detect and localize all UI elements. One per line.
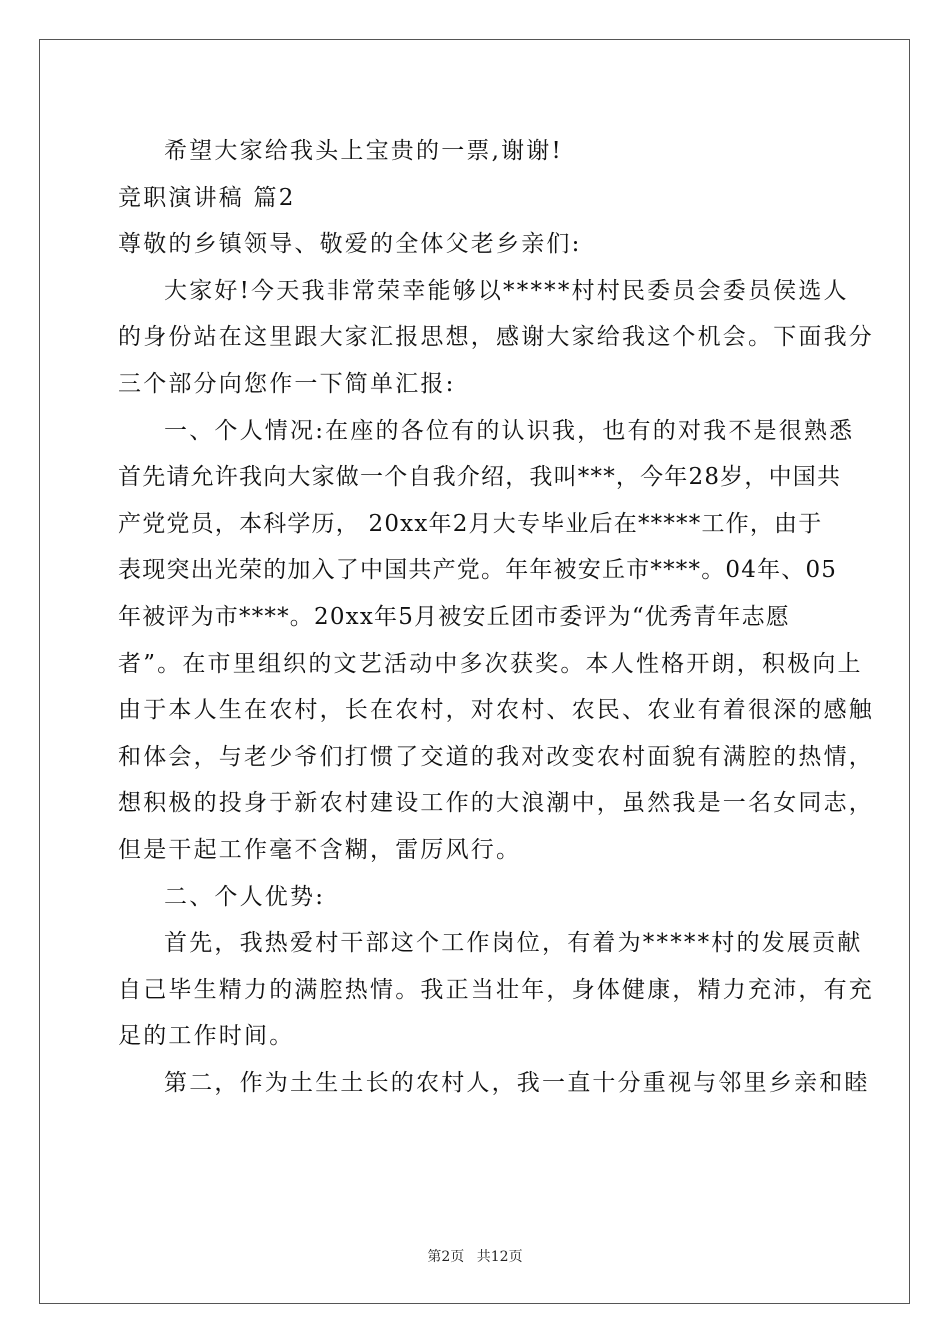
text-line: 大家好!今天我非常荣幸能够以*****村村民委员会委员侯选人 (164, 277, 849, 304)
text-line: 产党党员，本科学历， 20xx年2月大专毕业后在*****工作，由于 (118, 510, 823, 537)
text-line: 但是干起工作毫不含糊，雷厉风行。 (118, 836, 522, 863)
section-heading: 竞职演讲稿 篇2 (118, 184, 296, 211)
text-line: 想积极的投身于新农村建设工作的大浪潮中，虽然我是一名女同志， (118, 790, 874, 817)
text-line: 三个部分向您作一下简单汇报: (118, 370, 456, 397)
text-line: 年被评为市****。20xx年5月被安丘团市委评为“优秀青年志愿 (118, 603, 791, 630)
text-line: 表现突出光荣的加入了中国共产党。年年被安丘市****。04年、05 (118, 557, 838, 584)
text-line: 足的工作时间。 (118, 1023, 295, 1050)
text-line: 二、个人优势: (164, 883, 326, 910)
text-line: 首先请允许我向大家做一个自我介绍，我叫***，今年28岁，中国共 (118, 464, 842, 491)
page-number: 第2页 (427, 1249, 465, 1265)
document-body (118, 128, 874, 1106)
text-line: 首先，我热爱村干部这个工作岗位，有着为*****村的发展贡献 (164, 930, 863, 957)
text-line: 希望大家给我头上宝贵的一票,谢谢! (164, 138, 563, 164)
text-line: 者”。在市里组织的文艺活动中多次获奖。本人性格开朗，积极向上 (118, 650, 863, 677)
page-footer (0, 1246, 950, 1266)
text-line: 自己毕生精力的满腔热情。我正当壮年，身体健康，精力充沛，有充 (118, 976, 874, 1003)
salutation: 尊敬的乡镇领导、敬爱的全体父老乡亲们: (118, 231, 582, 258)
text-line: 和体会，与老少爷们打惯了交道的我对改变农村面貌有满腔的热情， (118, 743, 874, 770)
page-total: 共12页 (476, 1249, 523, 1265)
text-line: 的身份站在这里跟大家汇报思想，感谢大家给我这个机会。下面我分 (118, 324, 874, 351)
text-line: 第二，作为土生土长的农村人，我一直十分重视与邻里乡亲和睦 (164, 1069, 870, 1096)
text-line: 一、个人情况:在座的各位有的认识我，也有的对我不是很熟悉 (164, 417, 855, 444)
text-line: 由于本人生在农村，长在农村，对农村、农民、农业有着很深的感触 (118, 697, 874, 724)
